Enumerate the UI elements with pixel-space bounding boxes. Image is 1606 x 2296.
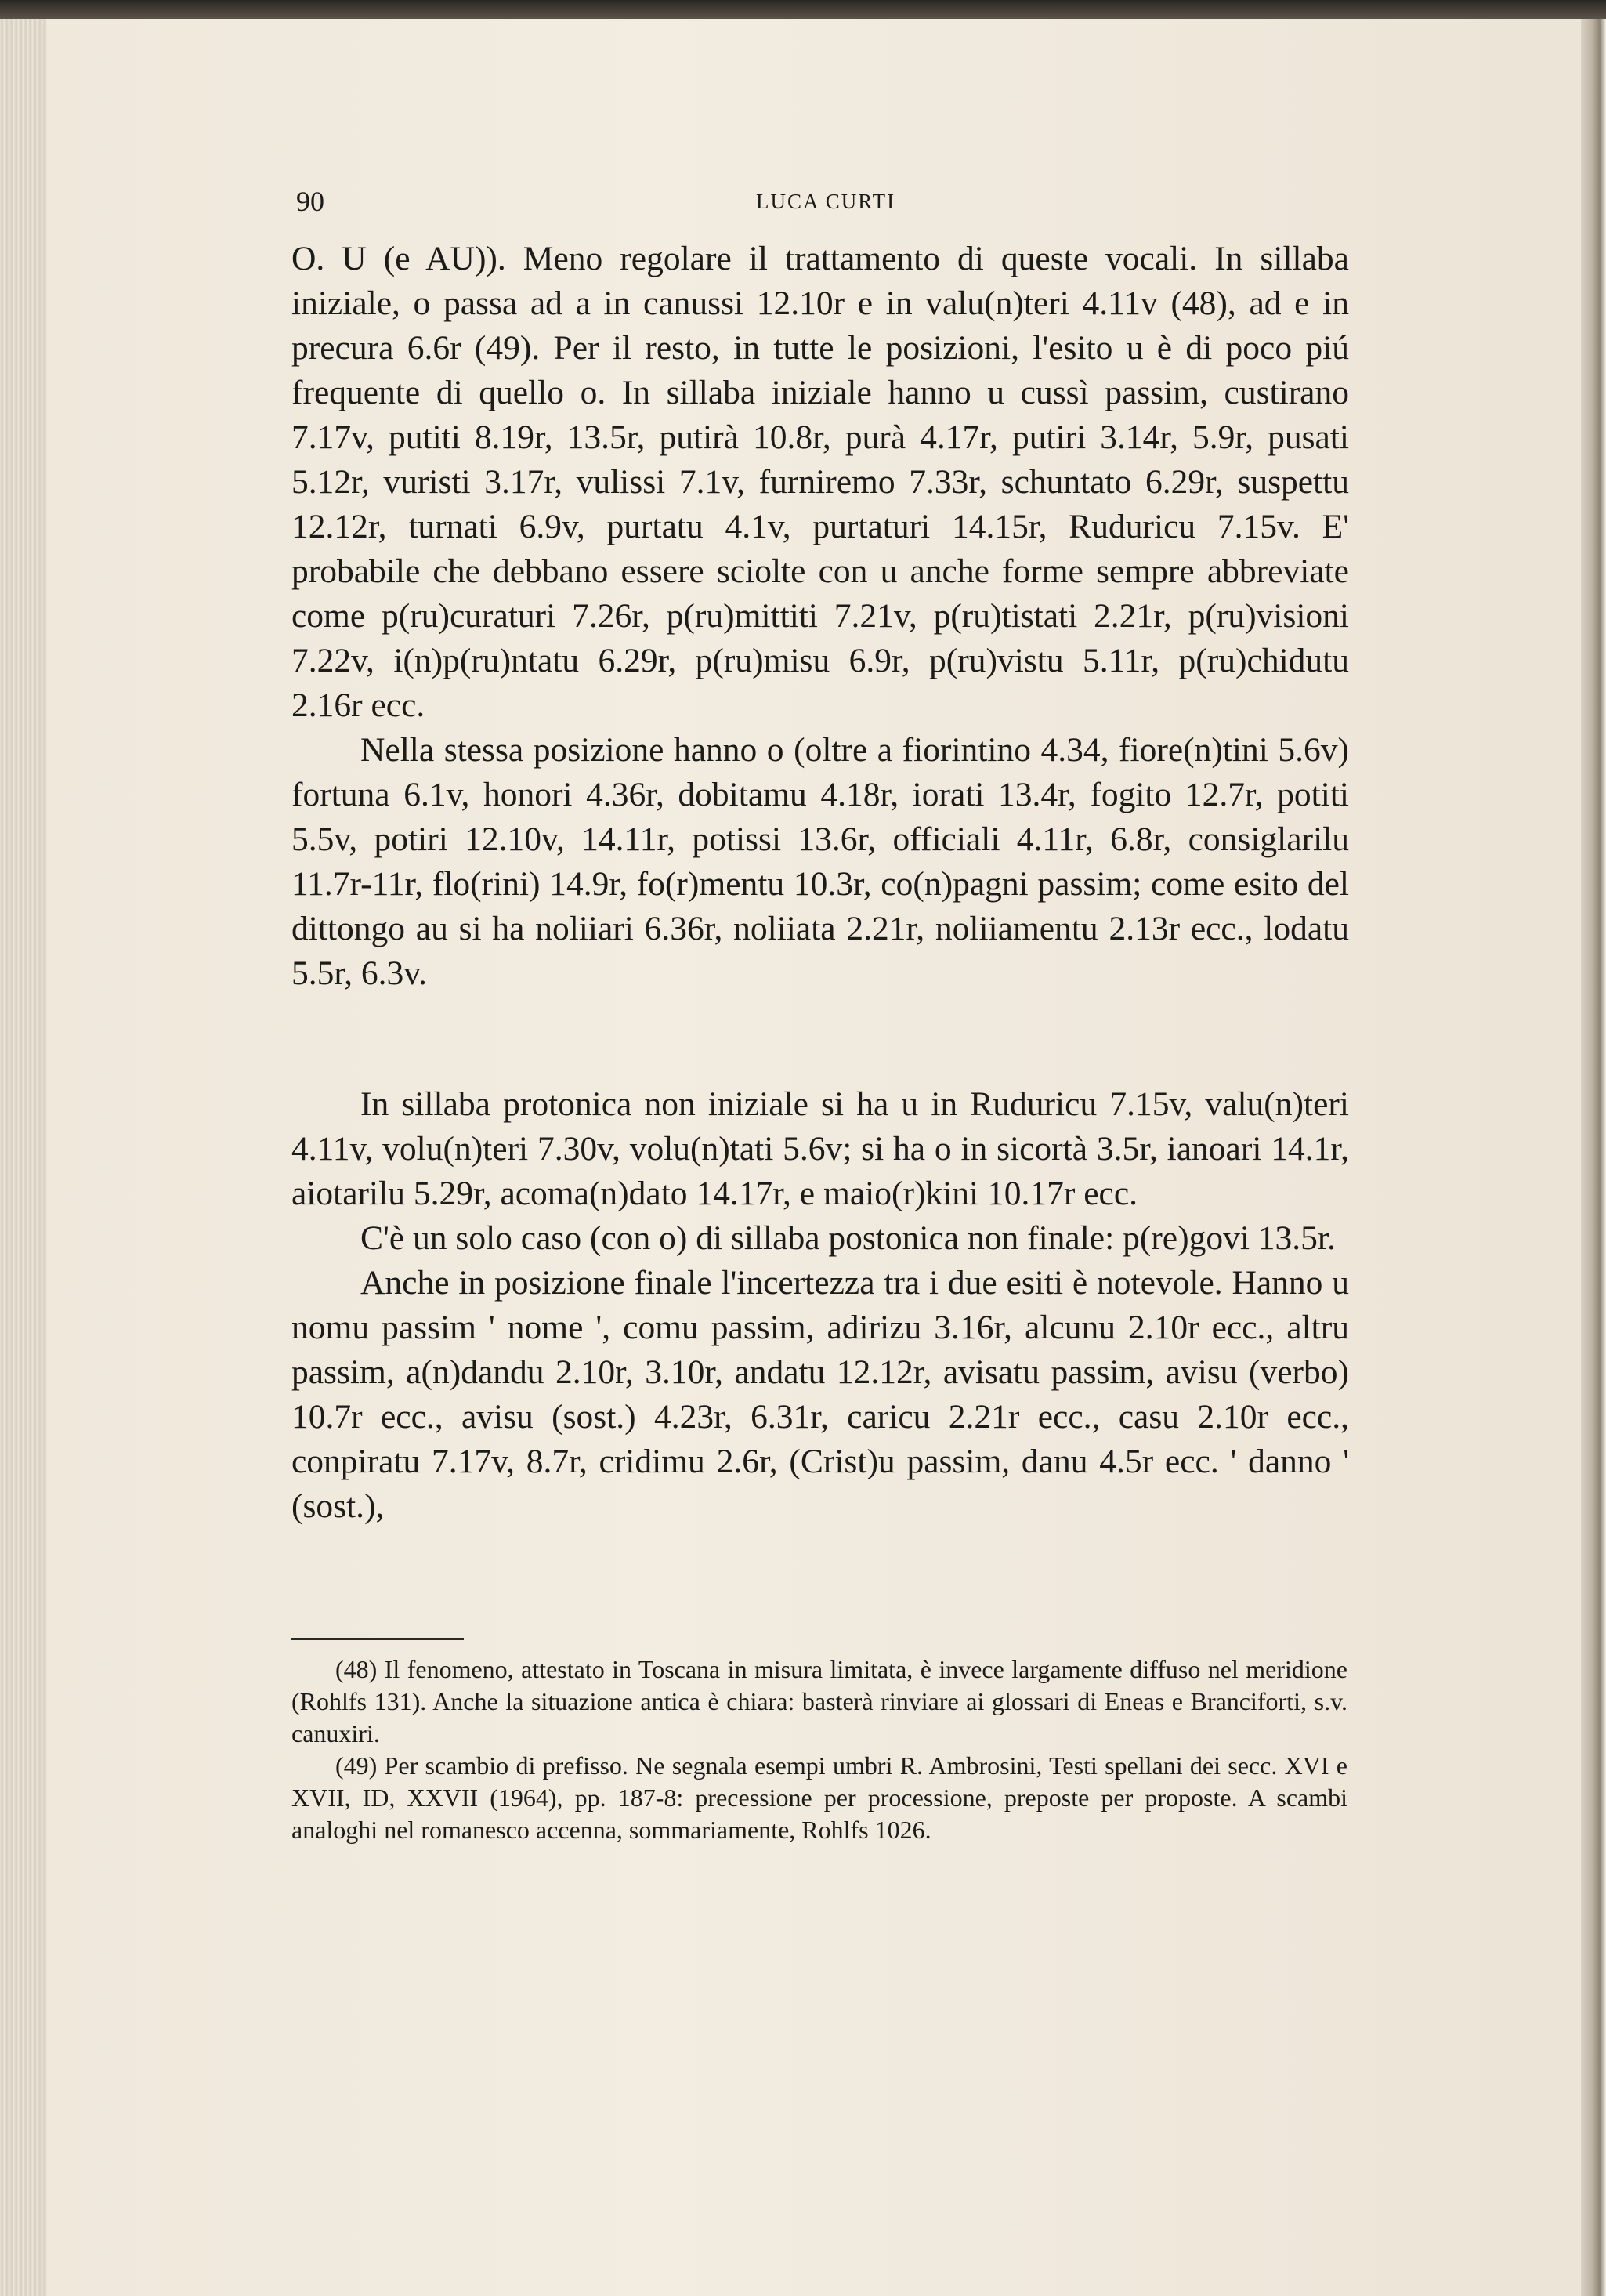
running-head: LUCA CURTI (756, 190, 896, 213)
page-number: 90 (296, 186, 324, 217)
footnote-49: (49) Per scambio di prefisso. Ne segnala esempi umbri R. Ambrosini, Testi spellani dei secc. XVI e XVII, ID, XXVII (1964), pp. 187-8: precessione per processione, preposte per proposte. A scambi analoghi nel romanesco accenna, sommariamente, Rohlfs 1026. (291, 1751, 1347, 1844)
footnotes (291, 1653, 1347, 1846)
main-text-block-1 (291, 237, 1349, 996)
paragraph-vowels-o-u: O. U (e AU)). Meno regolare il trattamento di queste vocali. In sillaba iniziale, o passa ad a in canussi 12.10r e in valu(n)teri 4.11v (48), ad e in precura 6.6r (49). Per il resto, in tutte le posizioni, l'esito u è di poco piú frequente di quello o. In sillaba iniziale hanno u cussì passim, custirano 7.17v, putiti 8.19r, 13.5r, putirà 10.8r, purà 4.17r, putiri 3.14r, 5.9r, pusati 5.12r, vuristi 3.17r, vulissi 7.1v, furniremo 7.33r, schuntato 6.29r, suspettu 12.12r, turnati 6.9v, purtatu 4.1v, purtaturi 14.15r, Ruduricu 7.15v. E' probabile che debbano essere sciolte con u anche forme sempre abbreviate come p(ru)curaturi 7.26r, p(ru)mittiti 7.21v, p(ru)tistati 2.21r, p(ru)visioni 7.22v, i(n)p(ru)ntatu 6.29r, p(ru)misu 6.9r, p(ru)vistu 5.11r, p(ru)chidutu 2.16r ecc. (291, 240, 1349, 724)
main-text-block-2 (291, 1082, 1349, 1529)
paragraph-same-position: Nella stessa posizione hanno o (oltre a fiorintino 4.34, fiore(n)tini 5.6v) fortuna 6.1v, honori 4.36r, dobitamu 4.18r, iorati 13.4r, fogito 12.7r, potiti 5.5v, potiri 12.10v, 14.11r, potissi 13.6r, officiali 4.11r, 6.8r, consiglarilu 11.7r-11r, flo(rini) 14.9r, fo(r)mentu 10.3r, co(n)pagni passim; come esito del dittongo au si ha noliiari 6.36r, noliiata 2.21r, noliiamentu 2.13r ecc., lodatu 5.5r, 6.3v. (291, 731, 1349, 992)
book-gutter-edge (0, 19, 47, 2296)
paragraph-protonic: In sillaba protonica non iniziale si ha u in Ruduricu 7.15v, valu(n)teri 4.11v, volu(n)teri 7.30v, volu(n)tati 5.6v; si ha o in sicortà 3.5r, ianoari 14.1r, aiotarilu 5.29r, acoma(n)dato 14.17r, e maio(r)kini 10.17r ecc. (291, 1085, 1349, 1212)
footnote-48: (48) Il fenomeno, attestato in Toscana in misura limitata, è invece largamente diffuso nel meridione (Rohlfs 131). Anche la situazione antica è chiara: basterà rinviare ai glossari di Eneas e Branciforti, s.v. canuxiri. (291, 1655, 1347, 1747)
paragraph-final-position: Anche in posizione finale l'incertezza tra i due esiti è notevole. Hanno u nomu passim ' nome ', comu passim, adirizu 3.16r, alcunu 2.10r ecc., altru passim, a(n)dandu 2.10r, 3.10r, andatu 12.12r, avisatu passim, avisu (verbo) 10.7r ecc., avisu (sost.) 4.23r, 6.31r, caricu 2.21r ecc., casu 2.10r ecc., conpiratu 7.17v, 8.7r, cridimu 2.6r, (Crist)u passim, danu 4.5r ecc. ' danno ' (sost.), (291, 1264, 1349, 1525)
scan-top-band (0, 0, 1606, 19)
book-fore-edge (1581, 19, 1606, 2296)
paragraph-postonic: C'è un solo caso (con o) di sillaba postonica non finale: p(re)govi 13.5r. (360, 1219, 1336, 1257)
footnote-rule (291, 1638, 464, 1640)
